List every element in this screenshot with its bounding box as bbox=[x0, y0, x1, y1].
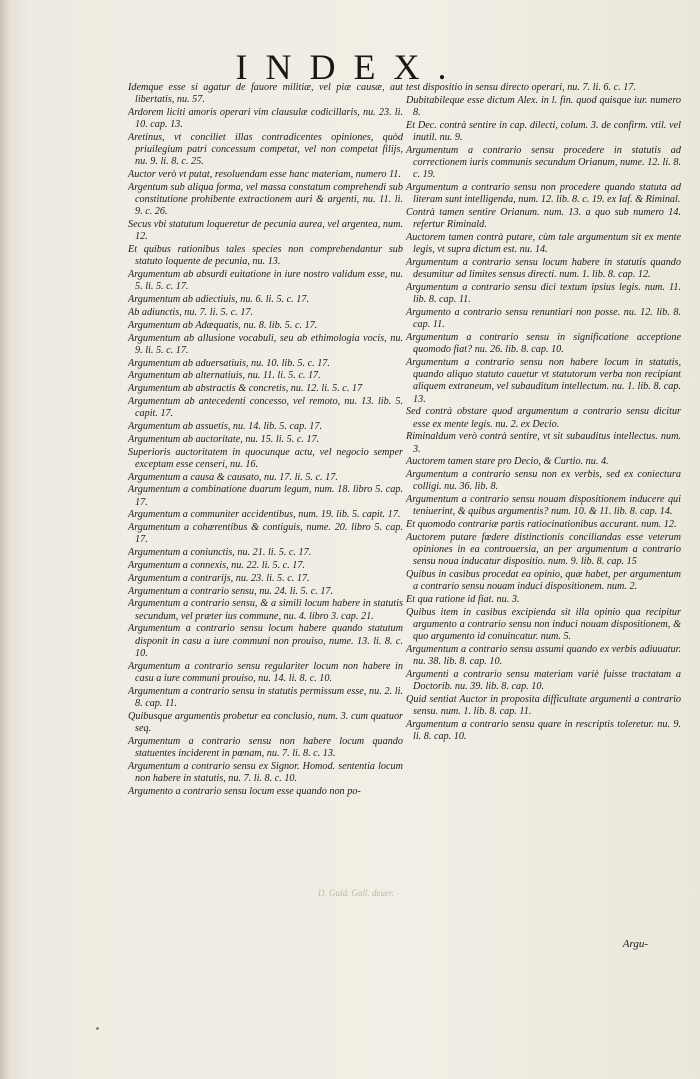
index-entry: Ardorem liciti amoris operari vim clausulæ codicillaris, nu. 23. li. 10. cap. 13. bbox=[128, 107, 403, 131]
index-entry: Argumento a contrario sensu locum esse quando non po- bbox=[128, 785, 361, 797]
index-entry: Aretinus, vt conciliet illas contradicentes opiniones, quòd priuilegium patri concessum competat, vel non competat filijs, nu. 9. li. 8. c. 25. bbox=[128, 132, 403, 168]
index-entry: Et Dec. contrà sentire in cap. dilecti, colum. 3. de confirm. vtil. vel inutil. nu. 9. bbox=[406, 119, 681, 143]
index-entry: Sed contrà obstare quod argumentum a contrario sensu dicitur esse ex mente legis. nu. 2. ex Decio. bbox=[406, 406, 681, 430]
index-entry: Auctorem tamen stare pro Decio, & Curtio. nu. 4. bbox=[406, 456, 609, 468]
index-entry: Argumentum a contrario sensu dici textum ipsius legis. num. 11. lib. 8. cap. 11. bbox=[406, 282, 681, 306]
index-entry: Argentum sub aliqua forma, vel massa constatum comprehendi sub constitutione prohibente extractionem auri & argenti, nu. 11. li. 9. c. 26. bbox=[128, 182, 403, 218]
index-entry: Quibusque argumentis probetur ea conclusio, num. 3. cum quatuor seq. bbox=[128, 710, 403, 734]
index-entry: Argumentum ab Adæquatis, nu. 8. lib. 5. c. 17. bbox=[128, 319, 318, 331]
index-entry: Argumentum a contrario sensu ex Signor. Homod. sententia locum non habere in statutis, nu. 7. li. 8. c. 10. bbox=[128, 760, 403, 784]
index-entry: Argumentum ab abstractis & concretis, nu. 12. li. 5. c. 17 bbox=[128, 383, 363, 395]
index-entry: Auctor verò vt putat, resoluendam esse hanc materiam, numero 11. bbox=[128, 169, 401, 181]
index-entry: Argumentum a contrario sensu locum habere quando statutum disponit in casu a iure communi non prouiso, nume. 13. li. 8. c. 10. bbox=[128, 623, 403, 659]
index-entry: Riminaldum verò contrà sentire, vt sit subauditus intellectus. num. 3. bbox=[406, 431, 681, 455]
index-entry: Argumentum a contrario sensu non ex verbis, sed ex coniectura colligi. nu. 36. lib. 8. bbox=[406, 469, 681, 493]
index-entry: Et quibus rationibus tales species non comprehendantur sub statuto loquente de pecunia, nu. 13. bbox=[128, 244, 403, 268]
index-entry: Argumentum a contrario sensu locum habere in statutis quando desumitur ad limites sensus directi. num. 1. lib. 8. cap. 12. bbox=[406, 257, 681, 281]
index-entry: Et qua ratione id fiat. nu. 3. bbox=[406, 594, 520, 606]
index-entry: Secus vbi statutum loqueretur de pecunia aurea, vel argentea, num. 12. bbox=[128, 219, 403, 243]
index-entry: Ab adiunctis, nu. 7. li. 5. c. 17. bbox=[128, 307, 254, 318]
index-entry: Argumentum a contrario sensu regulariter locum non habere in casu a iure communi prouiso, nu. 14. li. 8. c. 10. bbox=[128, 660, 403, 684]
index-entry: Argumentum ab allusione vocabuli, seu ab ethimologia vocis, nu. 9. li. 5. c. 17. bbox=[128, 332, 403, 356]
index-entry: Argumentum ab auctoritate, nu. 15. li. 5. c. 17. bbox=[128, 433, 320, 445]
left-index-column bbox=[128, 82, 403, 798]
index-entry: Quibus item in casibus excipienda sit illa opinio qua recipitur argumento a contrario sensu non induci nouam dispositionem, & quo argumento id conuincatur. num. 5. bbox=[406, 607, 681, 643]
index-entry: Argumentum a contrario sensu, nu. 24. li. 5. c. 17. bbox=[128, 585, 334, 597]
index-entry: Argumentum a coniunctis, nu. 21. li. 5. c. 17. bbox=[128, 547, 312, 559]
index-entry: Argumentum a contrario sensu non procedere quando statuta ad literam sunt intelligenda, num. 12. lib. 8. c. 19. ex Iaf. & Riminal. bbox=[406, 182, 681, 206]
index-entry: Argumentum ab alternatiuis, nu. 11. li. 5. c. 17. bbox=[128, 370, 321, 382]
index-entry: Quibus in casibus procedat ea opinio, quæ habet, per argumentum a contrario sensu nouam induci dispositionem. num. 2. bbox=[406, 569, 681, 593]
index-entry: Argumentum a contrarijs, nu. 23. li. 5. c. 17. bbox=[128, 572, 310, 584]
index-entry: Argumentum a cohærentibus & contiguis, nume. 20. libro 5. cap. 17. bbox=[128, 522, 403, 546]
index-entry: Argumento a contrario sensu renuntiari non posse. nu. 12. lib. 8. cap. 11. bbox=[406, 307, 681, 331]
index-entry: test dispositio in sensu directo operari, nu. 7. li. 6. c. 17. bbox=[406, 82, 636, 93]
index-entry: Superioris auctoritatem in quocunque actu, vel negocio semper exceptam esse censeri, nu. 16. bbox=[128, 446, 403, 470]
index-entry: Quid sentiat Auctor in proposita difficultate argumenti a contrario sensu. num. 1. lib. 8. cap. 11. bbox=[406, 694, 681, 718]
page-speck bbox=[96, 1027, 99, 1030]
index-entry: Argumentum ab adiectiuis, nu. 6. li. 5. c. 17. bbox=[128, 294, 309, 306]
index-entry: Argumentum a contrario sensu procedere in statutis ad correctionem iuris communis secundum Orianum, nume. 12. li. 8. c. 19. bbox=[406, 144, 681, 181]
index-entry: Argumentum a connexis, nu. 22. li. 5. c. 17. bbox=[128, 559, 306, 571]
index-entry: Argumentum ab aduersatiuis, nu. 10. lib. 5. c. 17. bbox=[128, 357, 330, 369]
index-entry: Argumentum a communiter accidentibus, num. 19. lib. 5. capit. 17. bbox=[128, 509, 401, 521]
index-entry: Argumentum a contrario sensu, & a simili locum habere in statutis secundum, vel præter ius commune, nu. 4. libro 3. cap. 21. bbox=[128, 598, 403, 622]
index-entry: Et quomodo contrariæ partis ratiocinationibus accurant. num. 12. bbox=[406, 519, 677, 531]
index-entry: Argumentum a combinatione duarum legum, num. 18. libro 5. cap. 17. bbox=[128, 484, 403, 508]
index-entry: Argumentum ab antecedenti concesso, vel remoto, nu. 13. lib. 5. capit. 17. bbox=[128, 395, 403, 420]
page-header: INDEX. bbox=[235, 47, 465, 87]
index-entry: Argumentum a contrario sensu nouam dispositionem inducere qui teniuerint, & quibus argumentis? num. 10. & 11. lib. 8. cap. 14. bbox=[406, 494, 681, 518]
index-entry: Auctorem tamen contrà putare, cùm tale argumentum sit ex mente legis, vt supra dictum est. nu. 14. bbox=[406, 232, 681, 256]
index-entry: Argumentum a contrario sensu in significatione acceptione quomodo fiat? nu. 26. lib. 8. cap. 10. bbox=[406, 332, 681, 356]
index-entry: Argumentum ab assuetis, nu. 14. lib. 5. cap. 17. bbox=[128, 420, 323, 432]
index-entry: Argumentum a contrario sensu quare in rescriptis toleretur. nu. 9. li. 8. cap. 10. bbox=[406, 719, 681, 743]
index-entry: Argumentum a contrario sensu assumi quando ex verbis adiuuatur. nu. 38. lib. 8. cap. 10. bbox=[406, 644, 681, 668]
index-entry: Argumentum a contrario sensu non habere locum in statutis, quando aliquo statuto cauetur vt statutorum verba non recipiant aliquem extraneum, vel subauditum intellectum. nu. 1. lib. 8. cap. 13. bbox=[406, 357, 681, 405]
index-entry: Argumentum a causa & causato, nu. 17. li. 5. c. 17. bbox=[128, 471, 338, 483]
right-index-column bbox=[406, 82, 681, 744]
index-entry: Argumentum ab absurdi euitatione in iure nostro validum esse, nu. 5. li. 5. c. 17. bbox=[128, 269, 403, 293]
index-entry: Auctorem putare fœdere distinctionis conciliandas esse veterum opiniones in ea controuersia, an per argumentum a contrario sensu noua inducatur dispositio. num. 9. lib. 8. cap. 15 bbox=[406, 532, 681, 568]
index-entry: Argumentum a contrario sensu non habere locum quando statuentes inciderent in pœnam, nu. 7. li. 8. c. 13. bbox=[128, 735, 403, 759]
marginal-note: D. Guid. Gall. deuer. bbox=[318, 888, 394, 898]
index-entry: Idemque esse si agatur de fauore militiæ, vel piæ causæ, aut libertatis, nu. 57. bbox=[128, 82, 403, 106]
index-entry: Contrà tamen sentire Orianum. num. 13. a quo sub numero 14. refertur Riminald. bbox=[406, 207, 681, 231]
index-entry: Argumentum a contrario sensu in statutis permissum esse, nu. 2. li. 8. cap. 11. bbox=[128, 685, 403, 709]
index-entry: Dubitabileque esse dictum Alex. in l. fin. quod quisque iur. numero 8. bbox=[406, 94, 681, 118]
catchword: Argu- bbox=[622, 938, 648, 950]
index-entry: Argumenti a contrario sensu materiam variè fuisse tractatam a Doctorib. nu. 39. lib. 8. cap. 10. bbox=[406, 669, 681, 693]
